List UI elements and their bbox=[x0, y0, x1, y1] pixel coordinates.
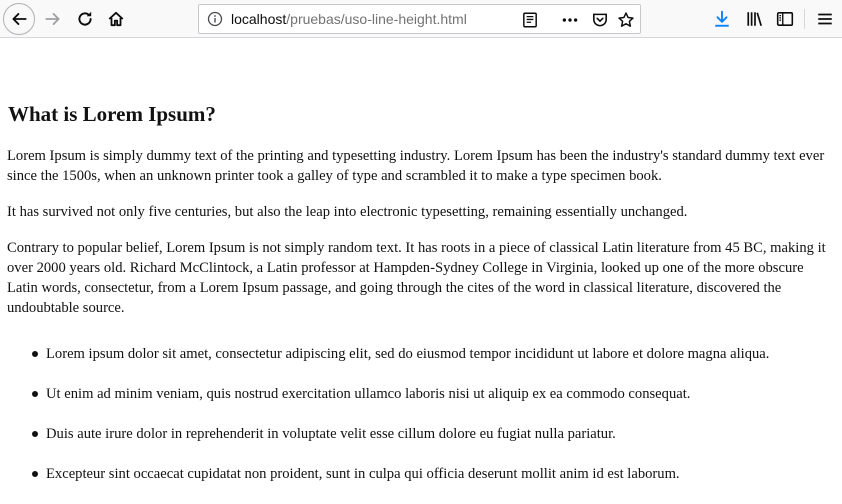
pocket-icon[interactable] bbox=[591, 11, 609, 29]
sidebar-icon bbox=[776, 10, 794, 28]
menu-button[interactable] bbox=[810, 4, 840, 34]
reload-button[interactable] bbox=[70, 4, 100, 34]
browser-toolbar bbox=[0, 0, 842, 38]
list-item-text: Duis aute irure dolor in reprehenderit in voluptate velit esse cillum dolore eu fugiat nulla pariatur. bbox=[46, 426, 616, 442]
info-icon[interactable] bbox=[207, 11, 223, 27]
library-button[interactable] bbox=[740, 4, 770, 34]
url-path: /pruebas/uso-line-height.html bbox=[286, 11, 467, 27]
download-button[interactable] bbox=[707, 4, 737, 34]
list-item bbox=[7, 384, 837, 404]
url-host: localhost bbox=[231, 11, 287, 27]
bullet-icon bbox=[32, 471, 38, 477]
list-item-text: Lorem ipsum dolor sit amet, consectetur adipiscing elit, sed do eiusmod tempor incididunt ut labore et dolore magna aliqua. bbox=[46, 346, 770, 362]
sidebar-button[interactable] bbox=[770, 4, 800, 34]
back-icon bbox=[10, 10, 28, 28]
bullet-icon bbox=[32, 351, 38, 357]
url-bar[interactable] bbox=[198, 4, 641, 34]
reader-view-icon[interactable] bbox=[521, 11, 539, 29]
toolbar-separator bbox=[804, 9, 805, 29]
back-button[interactable] bbox=[3, 3, 35, 35]
menu-icon bbox=[816, 10, 834, 28]
list-item bbox=[7, 424, 837, 444]
star-icon[interactable] bbox=[617, 11, 635, 29]
list-item-text: Excepteur sint occaecat cupidatat non proident, sunt in culpa qui officia deserunt mollit anim id est laborum. bbox=[46, 466, 680, 482]
page-title: What is Lorem Ipsum? bbox=[8, 102, 216, 126]
list-item bbox=[7, 464, 837, 484]
paragraph-1: Lorem Ipsum is simply dummy text of the printing and typesetting industry. Lorem Ipsum has been the industry's standard dummy text ever since the 1500s, when an unknown printer took a galley of type and scrambled it to make a type specimen book. bbox=[7, 148, 825, 184]
home-button[interactable] bbox=[101, 4, 131, 34]
paragraph-3: Contrary to popular belief, Lorem Ipsum is not simply random text. It has roots in a piece of classical Latin literature from 45 BC, making it over 2000 years old. Richard McClintock, a Latin professor at Hampden-Sydney College in Virginia, looked up one of the more obscure Latin words, consectetur, from a Lorem Ipsum passage, and going through the cites of the word in classical literature, discovered the undoubtable source. bbox=[7, 240, 826, 316]
forward-button[interactable] bbox=[38, 4, 68, 34]
list-item-text: Ut enim ad minim veniam, quis nostrud exercitation ullamco laboris nisi ut aliquip ex ea commodo consequat. bbox=[46, 386, 691, 402]
forward-icon bbox=[44, 10, 62, 28]
bullet-icon bbox=[32, 391, 38, 397]
reload-icon bbox=[76, 10, 94, 28]
bullet-icon bbox=[32, 431, 38, 437]
home-icon bbox=[107, 10, 125, 28]
list-item bbox=[7, 344, 837, 364]
bullet-list bbox=[7, 344, 837, 504]
download-icon bbox=[713, 10, 731, 28]
library-icon bbox=[746, 10, 764, 28]
more-icon[interactable] bbox=[561, 11, 579, 29]
paragraph-2: It has survived not only five centuries, but also the leap into electronic typesetting, remaining essentially unchanged. bbox=[7, 204, 688, 220]
url-text[interactable] bbox=[231, 11, 467, 27]
